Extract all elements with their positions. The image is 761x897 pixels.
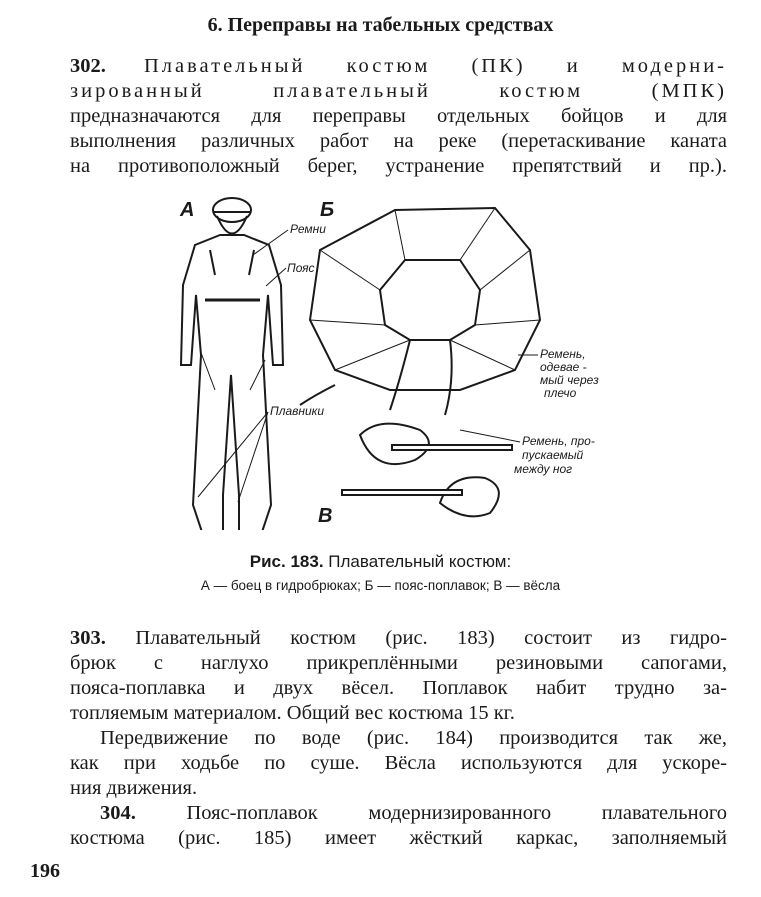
callout-leg-strap-1: Ремень, про- (522, 434, 595, 448)
para-303-line-4: топляемым материалом. Общий вес костюма 15 кг. (70, 702, 515, 724)
callout-shoulder-strap-2: одевае - (540, 360, 587, 374)
para-movement-line-1: Передвижение по воде (рис. 184) производится так же, (100, 727, 727, 749)
para-302-line-5: на противоположный берег, устранение препятствий и пр.). (70, 155, 727, 177)
para-303-line-1: 303. Плавательный костюм (рис. 183) состоит из гидро- (70, 627, 727, 649)
para-302-line-3: предназначаются для переправы отдельных бойцов и для (70, 105, 727, 127)
callout-fins: Плавники (270, 404, 325, 418)
callout-belt: Пояс (287, 261, 315, 275)
para-movement-line-2: как при ходьбе по суше. Вёсла используются для ускоре- (70, 752, 727, 774)
para-number: 302. (70, 55, 106, 77)
panel-label-c: В (318, 505, 333, 527)
para-304-line-2: костюма (рис. 185) имеет жёсткий каркас, заполняемый (70, 827, 727, 849)
para-movement-line-3: ния движения. (70, 777, 198, 799)
panel-label-a: А (180, 199, 195, 221)
callout-shoulder-strap-4: плечо (544, 386, 577, 400)
para-303-line-3: пояса-поплавка и двух вёсел. Поплавок набит трудно за- (70, 677, 727, 699)
callout-shoulder-strap-3: мый через (540, 373, 599, 387)
para-number: 303. (70, 627, 106, 649)
para-302-line-1: 302. Плавательный костюм (ПК) и модерни- (70, 55, 727, 77)
caption-number: Рис. 183. (249, 552, 324, 571)
section-heading: 6. Переправы на табельных средствах (207, 14, 554, 36)
callout-straps: Ремни (290, 222, 326, 236)
caption-title: Плавательный костюм: (328, 552, 512, 571)
para-303-line-2: брюк с наглухо прикреплёнными резиновыми сапогами, (70, 652, 727, 674)
figure-183-illustration (170, 190, 610, 530)
panel-label-b: Б (320, 199, 335, 221)
callout-leg-strap-2: пускаемый (522, 448, 584, 462)
para-number: 304. (100, 802, 136, 824)
caption-legend: А — боец в гидробрюках; Б — пояс-поплавок; В — вёсла (200, 578, 561, 593)
callout-leg-strap-3: между ног (514, 462, 573, 476)
figure-caption (0, 552, 761, 572)
soldier-in-hydro-trousers (181, 198, 283, 530)
paddles (342, 424, 512, 517)
para-302-line-4: выполнения различных работ на реке (перетаскивание каната (70, 130, 727, 152)
float-belt-ring (300, 208, 540, 415)
page-number: 196 (30, 860, 60, 882)
para-302-line-2: зированный плавательный костюм (МПК) (70, 80, 727, 102)
para-304-line-1: 304. Пояс-поплавок модернизированного плавательного (100, 802, 727, 824)
callout-shoulder-strap-1: Ремень, (540, 347, 586, 361)
